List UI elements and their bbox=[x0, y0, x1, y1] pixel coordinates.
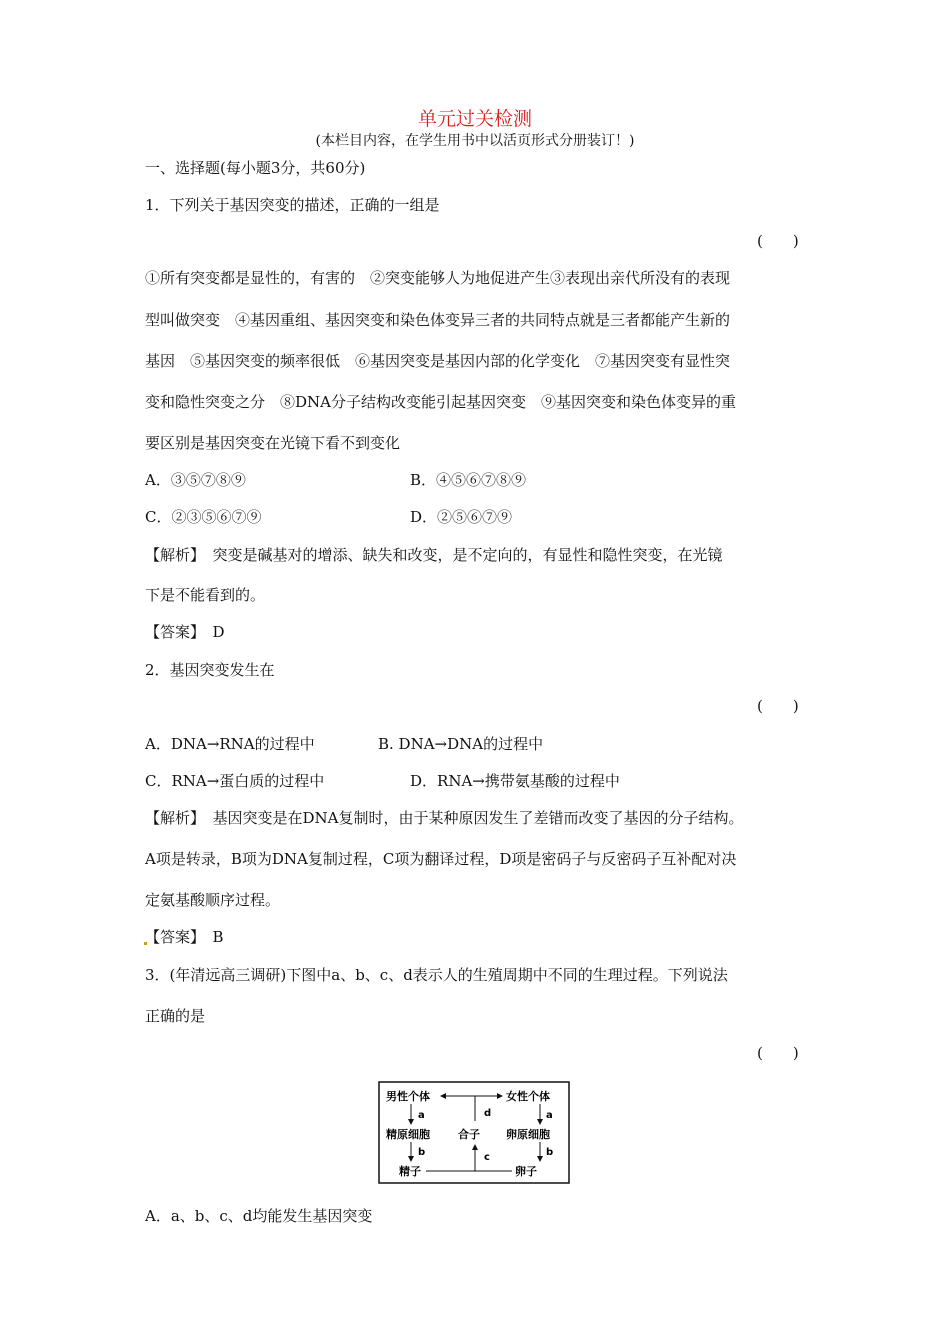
label-b-left: b bbox=[418, 1147, 426, 1158]
q1-analysis-line: 下是不能看到的。 bbox=[145, 586, 266, 604]
q2-option-b: B. DNA→DNA的过程中 bbox=[378, 735, 544, 753]
oogonium-label: 卵原细胞 bbox=[506, 1128, 550, 1141]
reproduction-cycle-diagram bbox=[378, 1081, 570, 1184]
q1-body-line: 基因 ⑤基因突变的频率很低 ⑥基因突变是基因内部的化学变化 ⑦基因突变有显性突 bbox=[145, 352, 731, 370]
q2-analysis-line: 定氨基酸顺序过程。 bbox=[145, 891, 281, 909]
q3-stem-line: 3．(年清远高三调研)下图中a、b、c、d表示人的生殖周期中不同的生理过程。下列说法 bbox=[145, 966, 728, 984]
page-title: 单元过关检测 bbox=[417, 108, 532, 130]
q2-answer: 【答案】 B bbox=[145, 928, 224, 946]
label-c: c bbox=[484, 1152, 490, 1163]
label-b-right: b bbox=[546, 1147, 554, 1158]
q1-option-a: A．③⑤⑦⑧⑨ bbox=[145, 471, 246, 489]
zygote-label: 合子 bbox=[458, 1128, 480, 1141]
q1-body-line: 型叫做突变 ④基因重组、基因突变和染色体变异三者的共同特点就是三者都能产生新的 bbox=[145, 311, 731, 329]
q2-option-c: C．RNA→蛋白质的过程中 bbox=[145, 772, 325, 790]
q2-option-d: D．RNA→携带氨基酸的过程中 bbox=[410, 772, 620, 790]
label-d: d bbox=[484, 1108, 492, 1119]
page-subtitle: (本栏目内容，在学生用书中以活页形式分册装订！) bbox=[315, 133, 635, 149]
q2-analysis-line: 【解析】 基因突变是在DNA复制时，由于某种原因发生了差错而改变了基因的分子结构。 bbox=[145, 809, 744, 827]
q3-stem-line: 正确的是 bbox=[145, 1007, 206, 1025]
q1-body-line: ①所有突变都是显性的，有害的 ②突变能够人为地促进产生③表现出亲代所没有的表现 bbox=[145, 269, 731, 287]
q1-stem: 1．下列关于基因突变的描述，正确的一组是 bbox=[145, 196, 440, 214]
q2-analysis-line: A项是转录，B项为DNA复制过程，C项为翻译过程，D项是密码子与反密码子互补配对决 bbox=[145, 850, 737, 868]
q1-body-line: 要区别是基因突变在光镜下看不到变化 bbox=[145, 434, 401, 452]
q1-body-line: 变和隐性突变之分 ⑧DNA分子结构改变能引起基因突变 ⑨基因突变和染色体变异的重 bbox=[145, 393, 736, 411]
q1-answer: 【答案】 D bbox=[145, 623, 225, 641]
q3-option-a: A．a、b、c、d均能发生基因突变 bbox=[145, 1207, 373, 1225]
q3-answer-blank: ( ) bbox=[757, 1044, 799, 1062]
egg-label: 卵子 bbox=[515, 1165, 537, 1178]
q1-option-b: B．④⑤⑥⑦⑧⑨ bbox=[410, 471, 527, 489]
q1-answer-blank: ( ) bbox=[757, 232, 799, 250]
female-label: 女性个体 bbox=[506, 1090, 550, 1103]
q1-option-d: D．②⑤⑥⑦⑨ bbox=[410, 508, 513, 526]
q1-option-c: C．②③⑤⑥⑦⑨ bbox=[145, 508, 262, 526]
q2-answer-blank: ( ) bbox=[757, 697, 799, 715]
sperm-label: 精子 bbox=[399, 1165, 421, 1178]
q2-stem: 2．基因突变发生在 bbox=[145, 661, 275, 679]
male-label: 男性个体 bbox=[386, 1090, 430, 1103]
spermatogonium-label: 精原细胞 bbox=[386, 1128, 430, 1141]
label-a-left: a bbox=[418, 1110, 425, 1121]
label-a-right: a bbox=[546, 1110, 553, 1121]
q1-analysis-line: 【解析】 突变是碱基对的增添、缺失和改变，是不定向的，有显性和隐性突变，在光镜 bbox=[145, 546, 723, 564]
q2-option-a: A．DNA→RNA的过程中 bbox=[145, 735, 315, 753]
section-heading: 一、选择题(每小题3分，共60分) bbox=[145, 159, 366, 177]
